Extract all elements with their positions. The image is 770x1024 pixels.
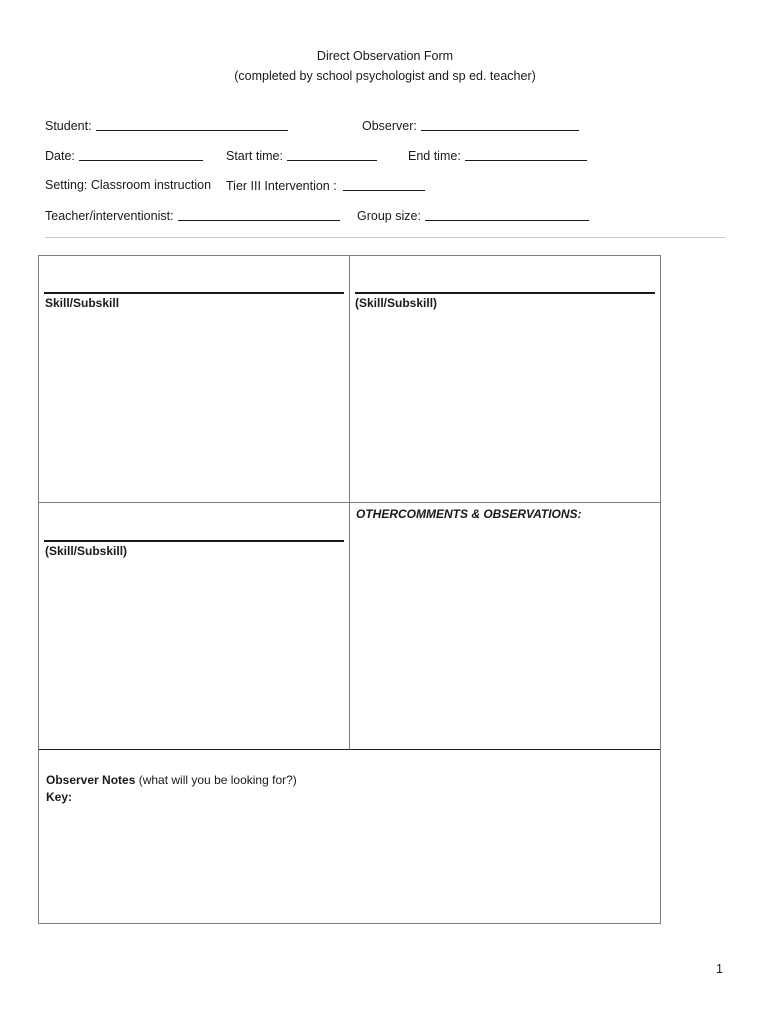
teacher-field [45, 208, 340, 223]
group-size-label: Group size: [357, 209, 421, 223]
skill-name-line[interactable] [44, 540, 344, 542]
date-blank[interactable] [79, 148, 203, 161]
skill-name-line[interactable] [355, 292, 655, 294]
start-time-blank[interactable] [287, 148, 377, 161]
end-time-label: End time: [408, 149, 461, 163]
key-label: Key: [46, 790, 73, 804]
observer-notes-hint: (what will you be looking for?) [135, 773, 297, 787]
skill-name-line[interactable] [44, 292, 344, 294]
group-size-blank[interactable] [425, 208, 589, 221]
form-subtitle: (completed by school psychologist and sp ed. teacher) [234, 69, 536, 83]
observer-notes-label: Observer Notes [46, 773, 136, 787]
tier-blank[interactable] [343, 178, 425, 191]
observer-notes-text [46, 772, 297, 806]
date-field [45, 148, 203, 163]
observer-label: Observer: [362, 119, 417, 133]
tier-field [226, 178, 425, 193]
skill-label-top-left: Skill/Subskill [45, 296, 120, 310]
start-time-label: Start time: [226, 149, 283, 163]
teacher-blank[interactable] [178, 208, 340, 221]
observation-grid [38, 255, 661, 924]
skill-cell-bottom-left[interactable] [39, 503, 350, 750]
group-size-field [357, 208, 589, 223]
tier-label: Tier III Intervention : [226, 179, 337, 193]
end-time-blank[interactable] [465, 148, 587, 161]
other-comments-cell[interactable] [350, 503, 660, 750]
date-label: Date: [45, 149, 75, 163]
section-divider [45, 237, 725, 238]
page-number: 1 [716, 962, 723, 976]
skill-cell-top-right[interactable] [350, 256, 660, 503]
teacher-label: Teacher/interventionist: [45, 209, 174, 223]
form-title: Direct Observation Form [316, 49, 454, 63]
setting-label: Setting: Classroom instruction [45, 178, 212, 192]
skill-cell-top-left[interactable] [39, 256, 350, 503]
end-time-field [408, 148, 587, 163]
student-field [45, 118, 288, 133]
start-time-field [226, 148, 377, 163]
observer-notes-cell[interactable] [39, 750, 660, 923]
observer-blank[interactable] [421, 118, 579, 131]
skill-label-top-right: (Skill/Subskill) [355, 296, 438, 310]
skill-label-bottom-left: (Skill/Subskill) [45, 544, 128, 558]
other-comments-label: OTHERCOMMENTS & OBSERVATIONS: [356, 507, 582, 521]
student-blank[interactable] [96, 118, 288, 131]
student-label: Student: [45, 119, 92, 133]
observer-field [362, 118, 579, 133]
